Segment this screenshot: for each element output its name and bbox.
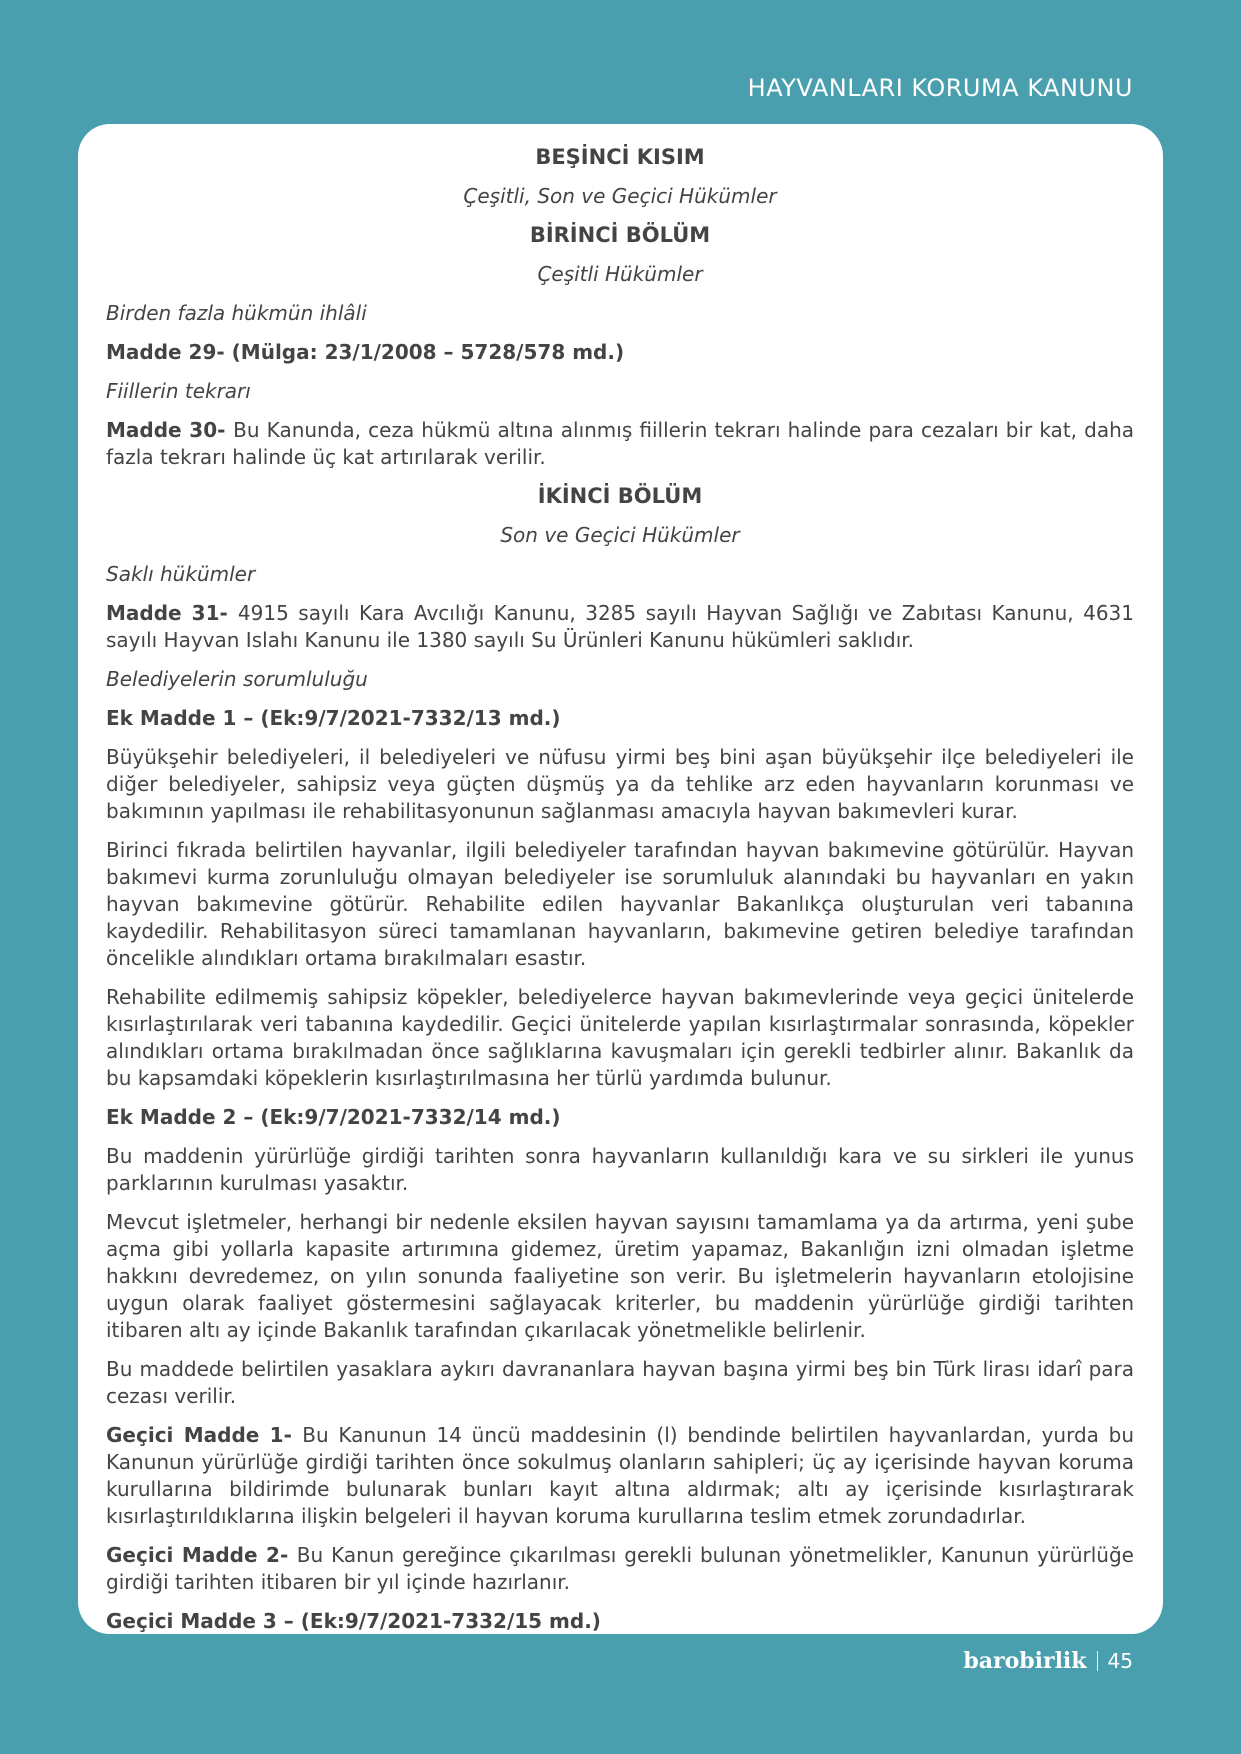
article-30: [106, 417, 1134, 471]
gecici-2: [106, 1542, 1134, 1596]
ek-1-paragraph-1: Büyükşehir belediyeleri, il belediyeleri ve nüfusu yirmi beş bini aşan büyükşehir ilçe belediyeleri ile diğer belediyeler, sahipsiz veya güçten düşmüş ya da tehlike arz eden hayvanların korunması ve bakımının yapılması ile rehabilitasyonunun sağlanması amacıyla hayvan bakımevleri kurar.: [106, 745, 1134, 823]
ek-1-paragraph-2: Birinci fıkrada belirtilen hayvanlar, ilgili belediyeler tarafından hayvan bakımevine götürülür. Hayvan bakımevi kurma zorunluluğu olmayan belediyeler ise sorumluluk alanındaki bu hayvanları en yakın hayvan bakımevine götürür. Rehabilite edilen hayvanlar Bakanlıkça oluşturulan veri tabanına kaydedilir. Rehabilitasyon süreci tamamlanan hayvanların, bakımevine getiren belediye tarafından öncelikle alındıkları ortama bırakılmaları esastır.: [106, 838, 1134, 970]
running-header: HAYVANLARI KORUMA KANUNU: [747, 74, 1133, 102]
ek-1-caption: Belediyelerin sorumluluğu: [106, 667, 368, 691]
ek-2-heading: [106, 1104, 1134, 1131]
gecici-2-label: Geçici Madde 2-: [106, 1543, 297, 1567]
gecici-3-heading: [106, 1608, 1134, 1635]
article-31-label: Madde 31-: [106, 601, 238, 625]
article-31: [106, 600, 1134, 654]
ek-2-label: Ek Madde 2 – (Ek:9/7/2021-7332/14 md.): [106, 1105, 561, 1129]
section2-subtitle: Son ve Geçici Hükümler: [500, 523, 740, 547]
brand-logo: barobirlik: [963, 1648, 1087, 1674]
article-29-caption: Birden fazla hükmün ihlâli: [106, 301, 367, 325]
gecici-1-text: Bu Kanunun 14 üncü maddesinin (l) bendinde belirtilen hayvanlardan, yurda bu Kanunun yürürlüğe girdiği tarihten önce sokulmuş olanların sahipleri; üç ay içerisinde hayvan koruma kurullarına bildirimde bulunarak bunları kayıt altına aldırmak; altı ay içerisinde kısırlaştırarak kısırlaştırıldıklarına ilişkin belgeleri il hayvan koruma kurullarına teslim etmek zorundadırlar.: [106, 1423, 1135, 1528]
page-footer: [963, 1648, 1133, 1674]
part-title: BEŞİNCİ KISIM: [535, 145, 705, 169]
article-30-caption: Fiillerin tekrarı: [106, 379, 251, 403]
gecici-3-label: Geçici Madde 3 – (Ek:9/7/2021-7332/15 md.): [106, 1609, 601, 1633]
article-30-text: Bu Kanunda, ceza hükmü altına alınmış fiillerin tekrarı halinde para cezaları bir kat, daha fazla tekrarı halinde üç kat artırılarak verilir.: [106, 418, 1135, 469]
article-31-text: 4915 sayılı Kara Avcılığı Kanunu, 3285 sayılı Hayvan Sağlığı ve Zabıtası Kanunu, 4631 sayılı Hayvan Islahı Kanunu ile 1380 sayılı Su Ürünleri Kanunu hükümleri saklıdır.: [106, 601, 1134, 652]
ek-1-heading: [106, 705, 1134, 732]
gecici-1-label: Geçici Madde 1-: [106, 1423, 303, 1447]
section2-title: İKİNCİ BÖLÜM: [537, 484, 703, 508]
page-number: 45: [1107, 1649, 1133, 1673]
ek-1-paragraph-3: Rehabilite edilmemiş sahipsiz köpekler, belediyelerce hayvan bakımevlerinde veya geçici ünitelerde kısırlaştırılarak veri tabanına kaydedilir. Geçici ünitelerde yapılan kısırlaştırmalar sonrasında, köpekler alındıkları ortama bırakılmadan önce sağlıklarına kavuşmaları için gerekli tedbirler alınır. Bakanlık da bu kapsamdaki köpeklerin kısırlaştırılmasına her türlü yardımda bulunur.: [106, 985, 1134, 1090]
section1-title: BİRİNCİ BÖLÜM: [529, 223, 711, 247]
article-30-label: Madde 30-: [106, 418, 234, 442]
article-29-text: (Mülga: 23/1/2008 – 5728/578 md.): [231, 340, 625, 364]
article-29: [106, 339, 1134, 366]
ek-2-paragraph-3: Bu maddede belirtilen yasaklara aykırı davrananlara hayvan başına yirmi beş bin Türk lirası idarî para cezası verilir.: [106, 1357, 1134, 1408]
section1-subtitle: Çeşitli Hükümler: [537, 262, 703, 286]
gecici-1: [106, 1422, 1134, 1530]
article-31-caption: Saklı hükümler: [106, 562, 256, 586]
page-content-card: [78, 124, 1163, 1634]
ek-2-paragraph-1: Bu maddenin yürürlüğe girdiği tarihten sonra hayvanların kullanıldığı kara ve su sirkleri ile yunus parklarının kurulması yasaktır.: [106, 1144, 1134, 1195]
part-subtitle: Çeşitli, Son ve Geçici Hükümler: [463, 184, 777, 208]
ek-1-label: Ek Madde 1 – (Ek:9/7/2021-7332/13 md.): [106, 706, 561, 730]
ek-2-paragraph-2: Mevcut işletmeler, herhangi bir nedenle eksilen hayvan sayısını tamamlama ya da artırma, yeni şube açma gibi yollarla kapasite artırımına gidemez, üretim yapamaz, Bakanlığın izni olmadan işletme hakkını devredemez, on yılın sonunda faaliyetine son verir. Bu işletmelerin hayvanların etolojisine uygun olarak faaliyet göstermesini sağlayacak kriterler, bu maddenin yürürlüğe girdiği tarihten itibaren altı ay içinde Bakanlık tarafından çıkarılacak yönetmelikle belirlenir.: [106, 1210, 1134, 1342]
gecici-2-text: Bu Kanun gereğince çıkarılması gerekli bulunan yönetmelikler, Kanunun yürürlüğe girdiği tarihten itibaren bir yıl içinde hazırlanır.: [106, 1543, 1134, 1594]
footer-divider: [1097, 1651, 1098, 1671]
document-body: [106, 144, 1134, 1635]
article-29-label: Madde 29-: [106, 340, 232, 364]
